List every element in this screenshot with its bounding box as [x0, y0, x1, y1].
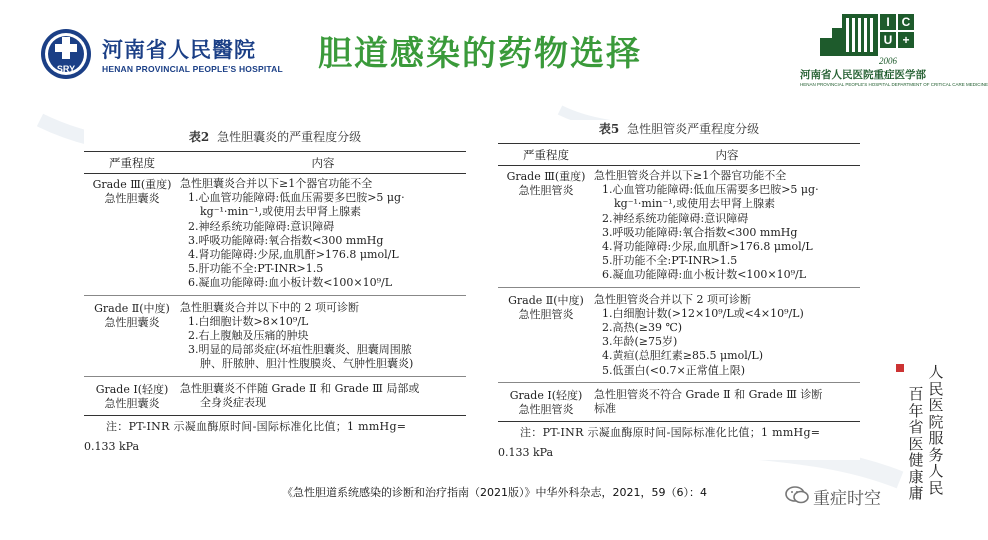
severity-cell — [498, 293, 594, 378]
content-line: 肿、肝脓肿、胆汁性腹膜炎、气肿性胆囊炎) — [200, 357, 414, 371]
hospital-name-en: HENAN PROVINCIAL PEOPLE'S HOSPITAL — [102, 64, 283, 74]
icu-logo — [800, 10, 988, 90]
severity-label: 急性胆管炎 — [518, 403, 574, 417]
icu-dept-name-cn: 河南省人民医院重症医学部 — [800, 69, 926, 81]
content-line: 4.肾功能障碍:少尿,血肌酐>176.8 μmol/L — [188, 248, 399, 262]
content-line: 急性胆管炎不符合 Grade Ⅱ 和 Grade Ⅲ 诊断 — [594, 387, 823, 401]
content-line: 1.心血管功能障碍:低血压需要多巴胺>5 μg· — [602, 183, 819, 197]
icu-letter-u: U — [883, 33, 893, 47]
content-line: 急性胆管炎合并以下 2 项可诊断 — [594, 292, 751, 306]
content-line: 全身炎症表现 — [200, 395, 266, 409]
content-line: kg⁻¹·min⁻¹,或使用去甲肾上腺素 — [200, 205, 362, 219]
content-line: 急性胆管炎合并以下≥1个器官功能不全 — [594, 169, 787, 182]
table-row — [498, 287, 860, 382]
table-title: 急性胆管炎严重程度分级 — [627, 122, 760, 136]
seal-stamp — [896, 364, 904, 372]
content-cell — [594, 169, 860, 283]
table-body — [84, 174, 466, 415]
severity-label: 急性胆管炎 — [518, 184, 574, 198]
citation: 《急性胆道系统感染的诊断和治疗指南（2021版）》中华外科杂志，2021，59（6）：4 — [282, 486, 707, 499]
table-note-line1: 注：PT-INR 示凝血酶原时间-国际标准化比值；1 mmHg= — [520, 426, 821, 440]
content-line: 5.低蛋白(<0.7×正常值上限) — [602, 363, 746, 377]
content-line: 6.凝血功能障碍:血小板计数<100×10⁹/L — [188, 276, 393, 290]
column-header-severity: 严重程度 — [523, 148, 569, 162]
severity-cell — [498, 388, 594, 417]
severity-cell — [84, 382, 180, 411]
hospital-name-cn: 河南省人民醫院 — [102, 38, 256, 62]
table-title: 急性胆囊炎的严重程度分级 — [217, 130, 362, 144]
severity-label: 急性胆囊炎 — [104, 315, 160, 329]
content-line: 4.肾功能障碍:少尿,血肌酐>176.8 μmol/L — [602, 240, 813, 254]
content-cell — [180, 301, 466, 372]
table-note-line2: 0.133 kPa — [84, 440, 140, 454]
content-line: 3.呼吸功能障碍:氧合指数<300 mmHg — [188, 233, 384, 247]
table-caption — [498, 120, 860, 137]
severity-label: Grade Ⅲ(重度) — [506, 170, 586, 183]
table-number: 表2 — [188, 130, 210, 144]
icu-year: 2006 — [879, 56, 897, 66]
slide-title: 胆道感染的药物选择 — [318, 34, 642, 74]
table-row — [498, 166, 860, 287]
content-line: 2.高热(≥39 ℃) — [602, 321, 683, 335]
icu-letter-i: I — [886, 15, 890, 29]
table-note — [498, 426, 860, 460]
severity-label: Grade Ⅱ(中度) — [94, 301, 170, 315]
vertical-slogan-a: 人民医院服务人民 — [928, 363, 944, 497]
vertical-slogan-b: 百年省医健康庸 — [908, 385, 924, 502]
table-number: 表5 — [598, 122, 620, 136]
content-line: 3.年龄(≥75岁) — [602, 335, 678, 349]
content-line: 2.神经系统功能障碍:意识障碍 — [602, 211, 749, 225]
content-line: 1.心血管功能障碍:低血压需要多巴胺>5 μg· — [188, 191, 405, 205]
content-line: 5.肝功能不全:PT-INR>1.5 — [602, 254, 738, 268]
table-note — [84, 420, 466, 454]
content-line: 4.黄疸(总胆红素≥85.5 μmol/L) — [602, 349, 764, 363]
content-line: 3.明显的局部炎症(坏疽性胆囊炎、胆囊周围脓 — [188, 343, 412, 357]
content-line: kg⁻¹·min⁻¹,或使用去甲肾上腺素 — [614, 197, 776, 211]
severity-label: Grade Ⅰ(轻度) — [509, 388, 583, 402]
icu-letter-c: C — [901, 15, 911, 29]
content-line: 3.呼吸功能障碍:氧合指数<300 mmHg — [602, 225, 798, 239]
hospital-logo — [40, 28, 283, 80]
severity-label: 急性胆囊炎 — [104, 192, 160, 206]
column-header-content: 内容 — [311, 156, 335, 170]
content-line: 标准 — [594, 402, 616, 416]
table-note-line1: 注：PT-INR 示凝血酶原时间-国际标准化比值；1 mmHg= — [106, 420, 407, 434]
content-line: 6.凝血功能障碍:血小板计数<100×10⁹/L — [602, 268, 807, 282]
severity-cell — [84, 177, 180, 291]
content-line: 2.神经系统功能障碍:意识障碍 — [188, 219, 335, 233]
severity-cell — [84, 301, 180, 372]
content-line: 急性胆囊炎合并以下≥1个器官功能不全 — [180, 177, 373, 190]
content-line: 急性胆囊炎合并以下中的 2 项可诊断 — [180, 300, 359, 314]
table-header-row — [84, 152, 466, 174]
severity-label: Grade Ⅱ(中度) — [508, 293, 584, 307]
content-cell — [180, 177, 466, 291]
content-line: 5.肝功能不全:PT-INR>1.5 — [188, 262, 324, 276]
content-line: 2.右上腹触及压痛的肿块 — [188, 329, 309, 343]
wechat-icon — [785, 485, 809, 505]
table-caption — [84, 128, 466, 145]
table-row — [84, 174, 466, 295]
table-cholangitis — [498, 120, 860, 460]
watermark — [785, 482, 925, 508]
hospital-emblem-icon — [40, 28, 92, 80]
severity-label: Grade Ⅰ(轻度) — [95, 382, 169, 396]
severity-label: 急性胆囊炎 — [104, 396, 160, 410]
table-row — [84, 295, 466, 376]
content-cell — [594, 293, 860, 378]
icu-dept-name-en: HENAN PROVINCIAL PEOPLE'S HOSPITAL DEPARTMENT OF CRITICAL CARE MEDICINE — [800, 82, 988, 87]
table-note-line2: 0.133 kPa — [498, 446, 554, 460]
table-cholecystitis — [84, 128, 466, 454]
column-header-severity: 严重程度 — [109, 156, 155, 170]
table-row — [84, 376, 466, 415]
column-header-content: 内容 — [715, 148, 739, 162]
content-line: 1.白细胞计数>8×10⁹/L — [188, 314, 309, 328]
severity-label: Grade Ⅲ(重度) — [92, 178, 172, 191]
table-header-row — [498, 144, 860, 166]
watermark-text: 重症时空 — [813, 489, 881, 509]
severity-cell — [498, 169, 594, 283]
table-row — [498, 382, 860, 421]
icu-building-icon — [800, 10, 950, 66]
severity-label: 急性胆管炎 — [518, 307, 574, 321]
content-line: 急性胆囊炎不伴随 Grade Ⅱ 和 Grade Ⅲ 局部或 — [180, 381, 420, 395]
emblem-text: SRY — [56, 64, 76, 74]
content-cell — [180, 382, 466, 411]
content-cell — [594, 388, 860, 417]
content-line: 1.白细胞计数(>12×10⁹/L或<4×10⁹/L) — [602, 306, 804, 320]
icu-letter-plus: + — [902, 33, 910, 47]
table-body — [498, 166, 860, 421]
